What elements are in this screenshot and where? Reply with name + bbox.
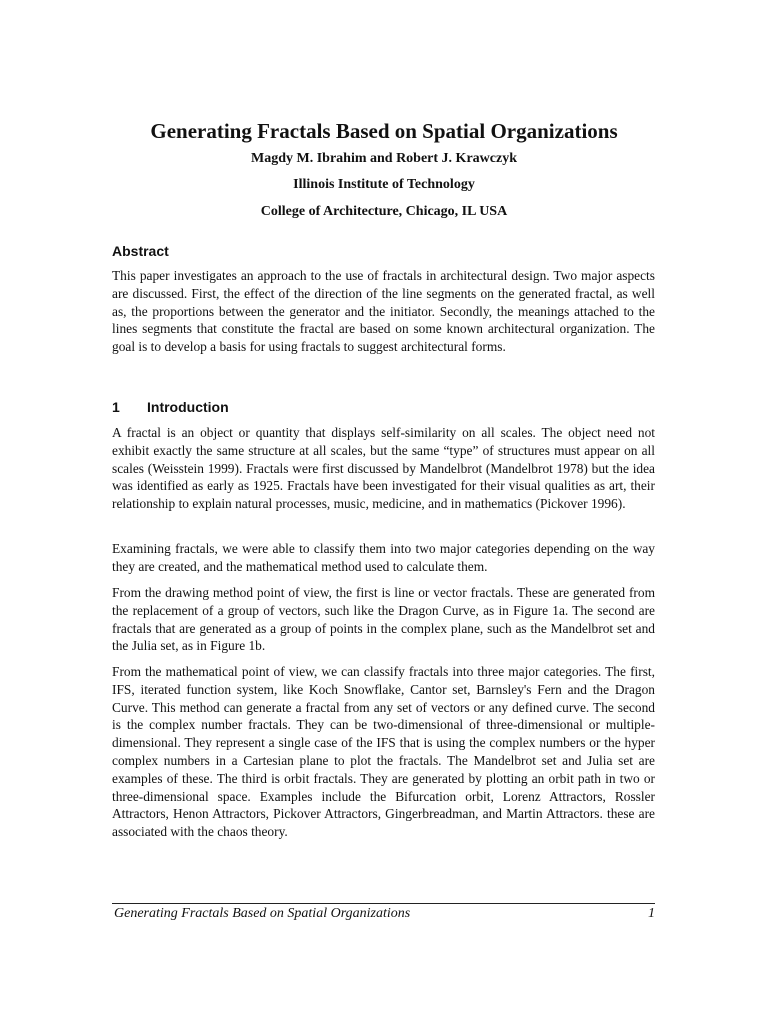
- footer-rule: [112, 903, 655, 904]
- intro-paragraph: From the mathematical point of view, we can classify fractals into three major categories. The first, IFS, iterated function system, like Koch Snowflake, Cantor set, Barnsley's Fern and the Dragon Curve. This method can generate a fractal from any set of vectors or any defined curve. The second is the complex number fractals. They can be two-dimensional of three-dimensional or multiple-dimensional. They represent a single case of the IFS that is using the complex numbers or the hyper complex numbers in a Cartesian plane to plot the fractals. The Mandelbrot set and Julia set are examples of these. The third is orbit fractals. They are generated by plotting an orbit path in two or three-dimensional space. Examples include the Bifurcation orbit, Lorenz Attractors, Rossler Attractors, Henon Attractors, Pickover Attractors, Gingerbreadman, and Martin Attractors. these are associated with the chaos theory.: [112, 664, 655, 840]
- paper-authors: Magdy M. Ibrahim and Robert J. Krawczyk: [251, 151, 517, 166]
- intro-paragraph: A fractal is an object or quantity that displays self-similarity on all scales. The object need not exhibit exactly the same structure at all scales, but the same “type” of structures must appear on all scales (Weisstein 1999). Fractals were first discussed by Mandelbrot (Mandelbrot 1978) but the idea was identified as early as 1925. Fractals have been investigated for their visual qualities as art, their relationship to explain natural processes, music, medicine, and in mathematics (Pickover 1996).: [112, 425, 655, 512]
- abstract-heading: Abstract: [112, 243, 169, 259]
- footer-running-title: Generating Fractals Based on Spatial Organizations: [114, 906, 411, 921]
- paper-affiliation: College of Architecture, Chicago, IL USA: [260, 204, 508, 219]
- section-title: Introduction: [147, 399, 229, 415]
- paper-title: Generating Fractals Based on Spatial Organizations: [150, 119, 618, 143]
- introduction-heading: [112, 398, 229, 416]
- intro-paragraph: Examining fractals, we were able to classify them into two major categories depending on the way they are created, and the mathematical method used to calculate them.: [112, 541, 655, 574]
- intro-paragraph: From the drawing method point of view, the first is line or vector fractals. These are generated from the replacement of a group of vectors, such like the Dragon Curve, as in Figure 1a. The second are fractals that are generated as a group of points in the complex plane, such as the Mandelbrot set and the Julia set, as in Figure 1b.: [112, 585, 655, 654]
- abstract-text: This paper investigates an approach to the use of fractals in architectural design. Two major aspects are discussed. First, the effect of the direction of the line segments on the generated fractal, as well as, the proportions between the generator and the initiator. Secondly, the meanings attached to the lines segments that constitute the fractal are based on some known architectural organization. The goal is to develop a basis for using fractals to suggest architectural forms.: [112, 268, 655, 355]
- section-number: 1: [112, 399, 120, 415]
- paper-institution: Illinois Institute of Technology: [293, 177, 475, 192]
- footer-page-number: 1: [648, 906, 655, 921]
